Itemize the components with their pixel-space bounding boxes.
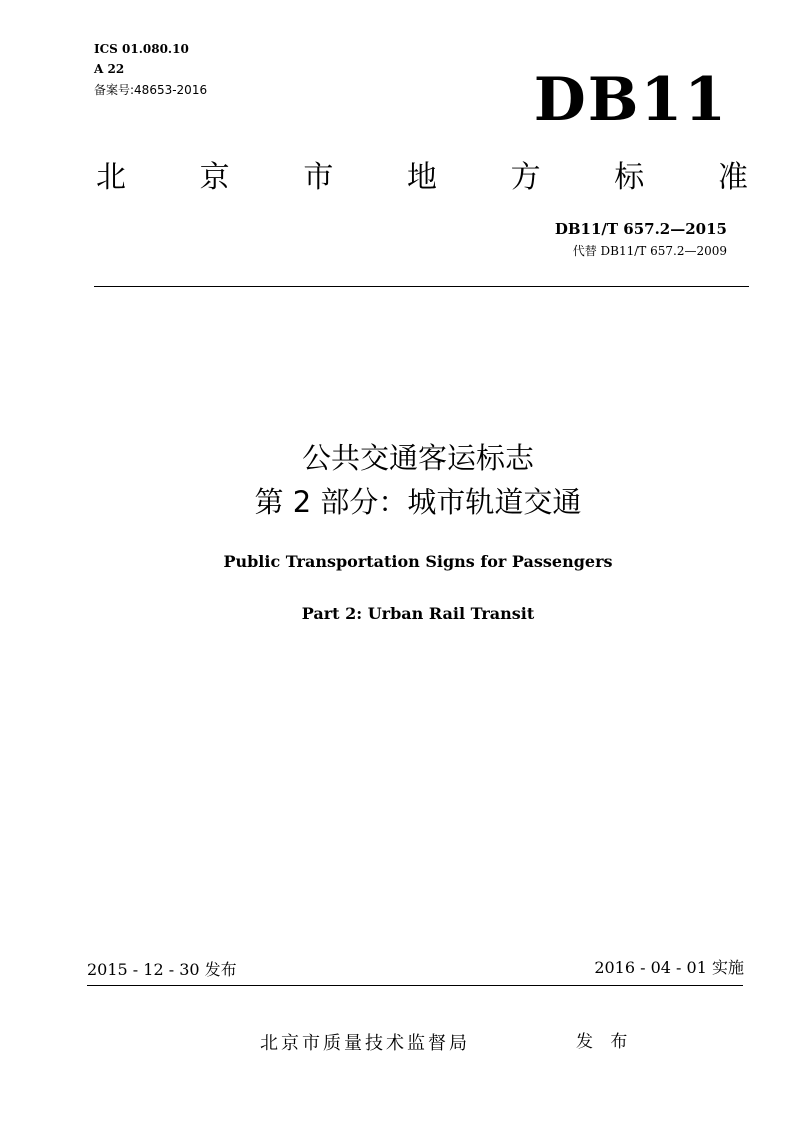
title-line-2: 第 2 部分：城市轨道交通 [254, 485, 582, 519]
db11-logo: DB11 [533, 65, 728, 135]
ics-code: ICS 01.080.10 [94, 42, 189, 56]
standard-type-char: 标 [614, 160, 645, 195]
english-title-line-1: Public Transportation Signs for Passengers [223, 552, 613, 571]
implementation-date: 2016 - 04 - 01 实施 [594, 958, 744, 977]
standard-type-char: 准 [717, 160, 748, 195]
standard-type-char: 市 [303, 160, 334, 195]
standard-type-char: 京 [199, 160, 230, 195]
standard-type-heading [96, 158, 748, 198]
footer-divider [87, 985, 743, 986]
publisher-name: 北京市质量技术监督局 [260, 1033, 470, 1054]
record-number: 备案号:48653-2016 [94, 83, 208, 97]
english-title-line-2: Part 2: Urban Rail Transit [301, 604, 535, 623]
publisher-verb: 发 布 [576, 1032, 634, 1052]
standard-type-char: 地 [406, 160, 437, 195]
replaces-standard: 代替 DB11/T 657.2—2009 [572, 244, 727, 258]
ccs-code: A 22 [94, 62, 125, 76]
standard-type-char: 方 [510, 160, 541, 195]
issue-date: 2015 - 12 - 30 发布 [87, 960, 237, 979]
standard-type-char: 北 [96, 160, 126, 195]
standard-code: DB11/T 657.2—2015 [554, 220, 727, 238]
title-line-1: 公共交通客运标志 [301, 441, 534, 475]
header-divider [94, 286, 749, 287]
